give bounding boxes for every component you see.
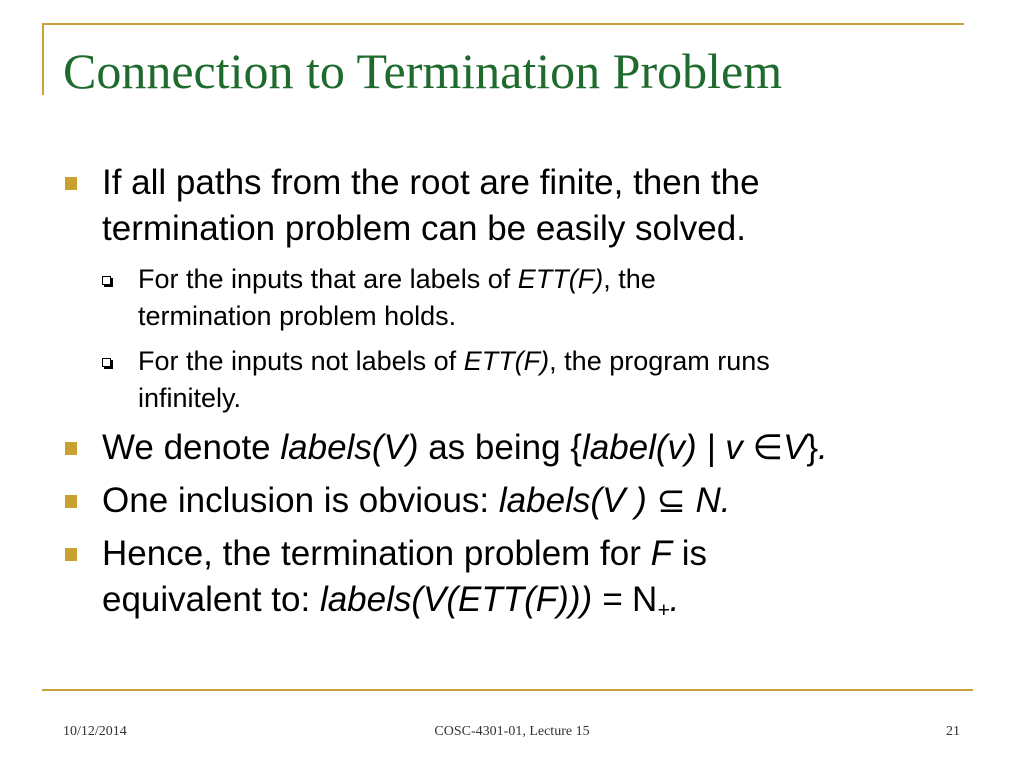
subset-symbol: ⊆ (646, 481, 696, 520)
bullet-text: } (806, 428, 819, 467)
slide-title: Connection to Termination Problem (63, 43, 783, 99)
frame-left-rule (42, 23, 44, 95)
bullet-text: is (672, 534, 707, 573)
subbullet-text-line2: termination problem holds. (138, 301, 457, 331)
bullet-termination-equivalent (62, 531, 1007, 634)
bullet-square-icon (65, 495, 77, 508)
hollow-square-bullet-icon (102, 358, 111, 367)
bullet-square-icon (65, 442, 77, 455)
subbullet-list (102, 261, 1007, 417)
subbullet-math: ETT(F) (517, 264, 604, 294)
subbullet-not-labels-of-ett (102, 343, 1007, 417)
bullet-text-line2: termination problem can be easily solved. (102, 209, 746, 248)
subbullet-text: For the inputs not labels of (138, 346, 464, 376)
hollow-square-bullet-icon (102, 276, 111, 285)
footer-date: 10/12/2014 (63, 724, 127, 739)
element-of-symbol: ∈ (742, 428, 783, 467)
bullet-text: . (669, 580, 680, 619)
bullet-math: V (782, 428, 807, 467)
bullet-text: as being { (418, 428, 582, 467)
subbullet-math: ETT(F) (463, 346, 550, 376)
bullet-inclusion-obvious (62, 478, 1007, 524)
footer-course: COSC-4301-01, Lecture 15 (434, 724, 590, 739)
bullet-math: F (650, 534, 672, 573)
bullet-math: labels(V ) (498, 481, 647, 520)
bullet-math: N. (695, 481, 731, 520)
subbullet-text-line2: infinitely. (138, 383, 242, 413)
bullet-text: We denote (102, 428, 281, 467)
bullet-math: labels(V) (280, 428, 419, 467)
footer-page-number: 21 (946, 724, 960, 739)
bullet-math: labels(V(ETT(F))) = (319, 580, 633, 619)
plus-subscript: + (657, 599, 670, 622)
bullet-text: equivalent to: (102, 580, 320, 619)
subbullet-text: , the program runs (549, 346, 770, 376)
subbullet-text: , the (603, 264, 656, 294)
bullet-square-icon (65, 548, 77, 561)
bullet-text-line1: If all paths from the root are finite, then the (102, 163, 760, 202)
bullet-paths-finite (62, 160, 1007, 417)
bullet-text: One inclusion is obvious: (102, 481, 499, 520)
frame-bottom-rule (42, 689, 973, 691)
bullet-math: label(v) | v (581, 428, 743, 467)
frame-top-rule (42, 23, 964, 25)
bullet-denote-labels (62, 425, 1007, 471)
natural-numbers-symbol: N (632, 580, 658, 619)
bullet-text: . (818, 428, 828, 467)
bullet-square-icon (65, 177, 77, 190)
bullet-list (62, 160, 1007, 641)
bullet-text: Hence, the termination problem for (102, 534, 651, 573)
subbullet-text: For the inputs that are labels of (138, 264, 518, 294)
subbullet-labels-of-ett (102, 261, 1007, 335)
